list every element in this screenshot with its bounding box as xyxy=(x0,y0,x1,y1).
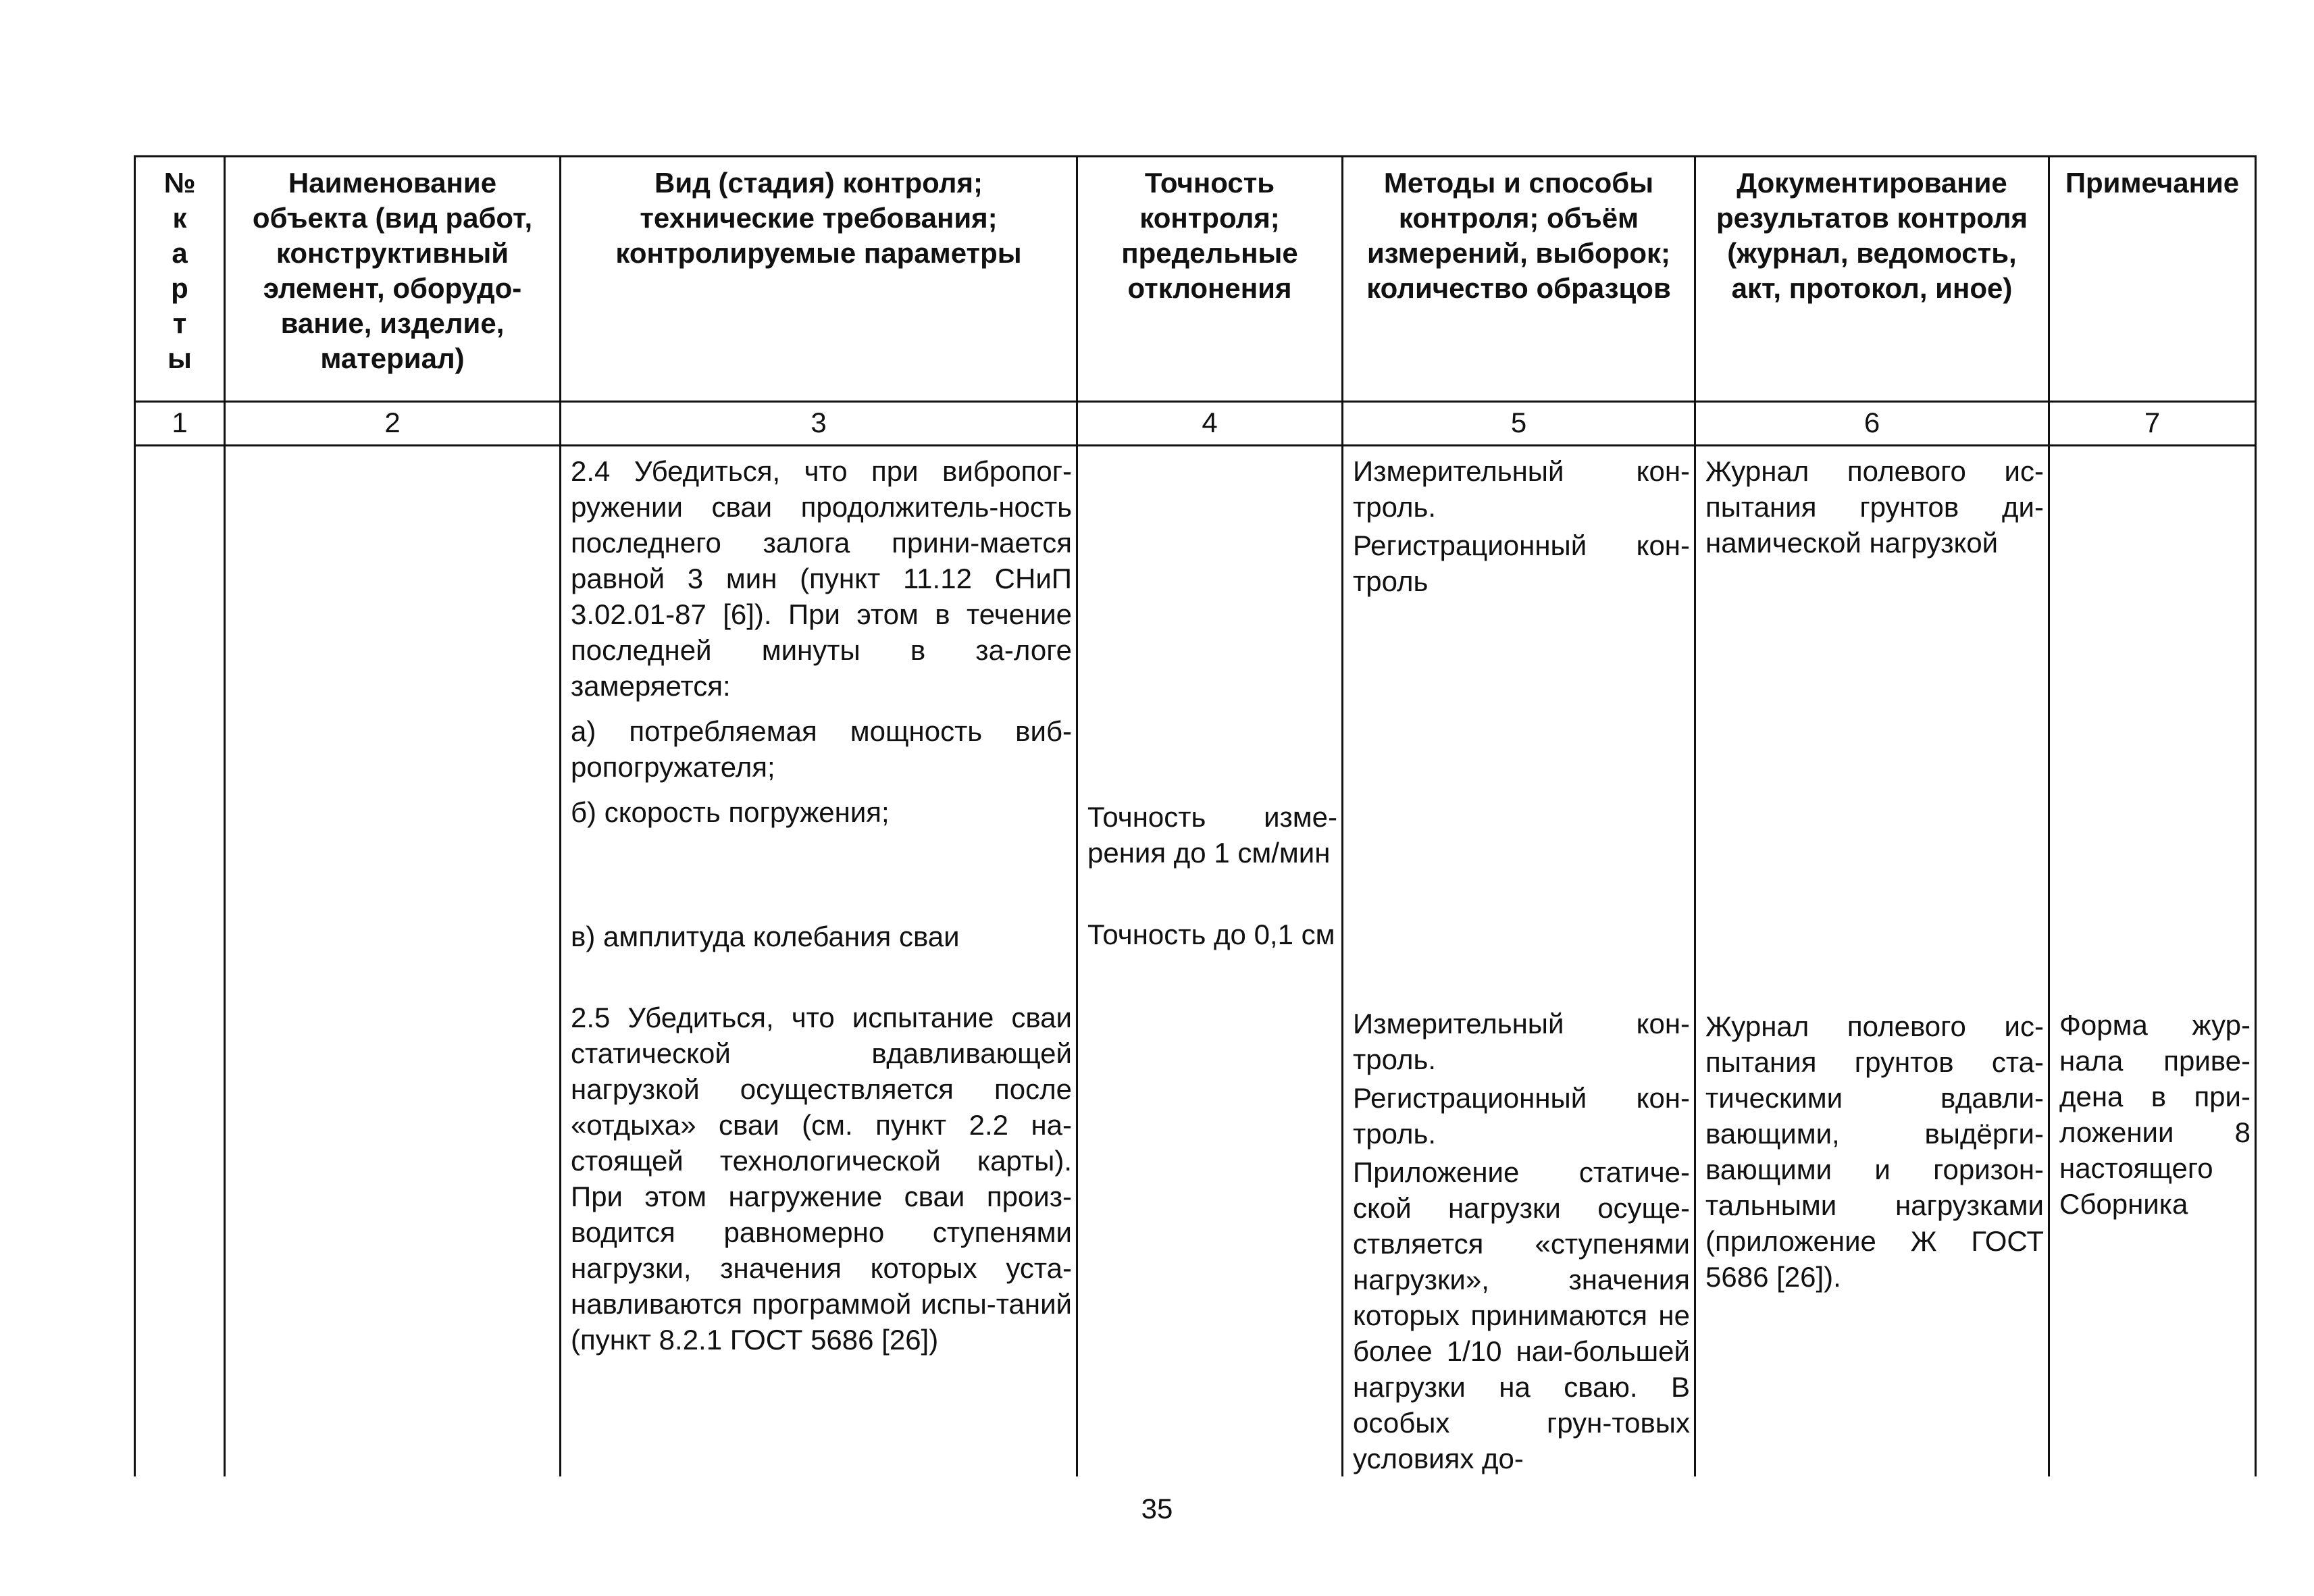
header-card-number: № к а р т ы xyxy=(135,157,225,402)
accuracy-cell xyxy=(1077,446,1343,1477)
column-number: 4 xyxy=(1077,402,1343,446)
methods-cell xyxy=(1343,446,1695,1477)
requirement-2-4: 2.4 Убедиться, что при вибропог-ружении сваи продолжитель-ность последнего залога прини-мается равной 3 мин (пункт 11.12 СНиП 3.02.01-87 [6]). При этом в течение последней минуты в за-логе замеряется: xyxy=(571,455,1072,702)
page-number: 35 xyxy=(1141,1493,1173,1524)
object-name-cell xyxy=(225,446,561,1477)
header-accuracy: Точность контроля; предельные отклонения xyxy=(1077,157,1343,402)
column-number-row xyxy=(135,402,2256,446)
requirement-item-a: а) потребляемая мощность виб-ропогружателя; xyxy=(571,715,1072,783)
header-note: Примечание xyxy=(2049,157,2256,402)
accuracy-amplitude: Точность до 0,1 см xyxy=(1087,919,1335,950)
column-number: 3 xyxy=(561,402,1077,446)
method-registration-2: Регистрационный кон-троль. xyxy=(1353,1082,1690,1150)
doc-dynamic-journal: Журнал полевого ис-пытания грунтов ди-намической нагрузкой xyxy=(1705,455,2044,559)
header-documentation: Документирование результатов контроля (журнал, ведомость, акт, протокол, иное) xyxy=(1695,157,2049,402)
column-number: 1 xyxy=(135,402,225,446)
requirement-item-b: б) скорость погружения; xyxy=(571,796,890,828)
note-cell xyxy=(2049,446,2256,1477)
method-static-load: Приложение статиче-ской нагрузки осуще-ствляется «ступенями нагрузки», значения которых принимаются не более 1/10 наи-большей нагрузки на сваю. В особых грун-товых условиях до- xyxy=(1353,1156,1690,1474)
accuracy-speed: Точность изме-рения до 1 см/мин xyxy=(1087,801,1337,869)
header-row xyxy=(135,157,2256,402)
header-object-name: Наименование объекта (вид работ, конструктивный элемент, оборудо-вание, изделие, материал) xyxy=(225,157,561,402)
column-number: 2 xyxy=(225,402,561,446)
method-registration-1: Регистрационный кон-троль xyxy=(1353,530,1690,597)
column-number: 5 xyxy=(1343,402,1695,446)
column-number: 7 xyxy=(2049,402,2256,446)
requirement-2-5: 2.5 Убедиться, что испытание сваи статической вдавливающей нагрузкой осуществляется после «отдыха» сваи (см. пункт 2.2 на-стоящей технологической карты). При этом нагружение сваи произ-водится равномерно ступенями нагрузки, значения которых уста-навливаются программой испы-таний (пункт 8.2.1 ГОСТ 5686 [26]) xyxy=(571,1002,1072,1356)
documentation-cell xyxy=(1695,446,2049,1477)
column-number: 6 xyxy=(1695,402,2049,446)
control-table xyxy=(134,155,2257,1476)
method-measuring-2: Измерительный кон-троль. xyxy=(1353,1008,1690,1075)
requirement-item-c: в) амплитуда колебания сваи xyxy=(571,921,960,952)
table-row xyxy=(135,446,2256,1477)
card-number-cell xyxy=(135,446,225,1477)
header-methods: Методы и способы контроля; объём измерений, выборок; количество образцов xyxy=(1343,157,1695,402)
note-journal-form: Форма жур-нала приве-дена в при-ложении 8 настоящего Сборника xyxy=(2059,1009,2251,1220)
control-type-cell xyxy=(561,446,1077,1477)
method-measuring-1: Измерительный кон-троль. xyxy=(1353,455,1690,523)
header-control-type: Вид (стадия) контроля; технические требования; контролируемые параметры xyxy=(561,157,1077,402)
doc-static-journal: Журнал полевого ис-пытания грунтов ста-тическими вдавли-вающими, выдёрги-вающими и горизон-тальными нагрузками (приложение Ж ГОСТ 5686 [26]). xyxy=(1705,1010,2044,1293)
